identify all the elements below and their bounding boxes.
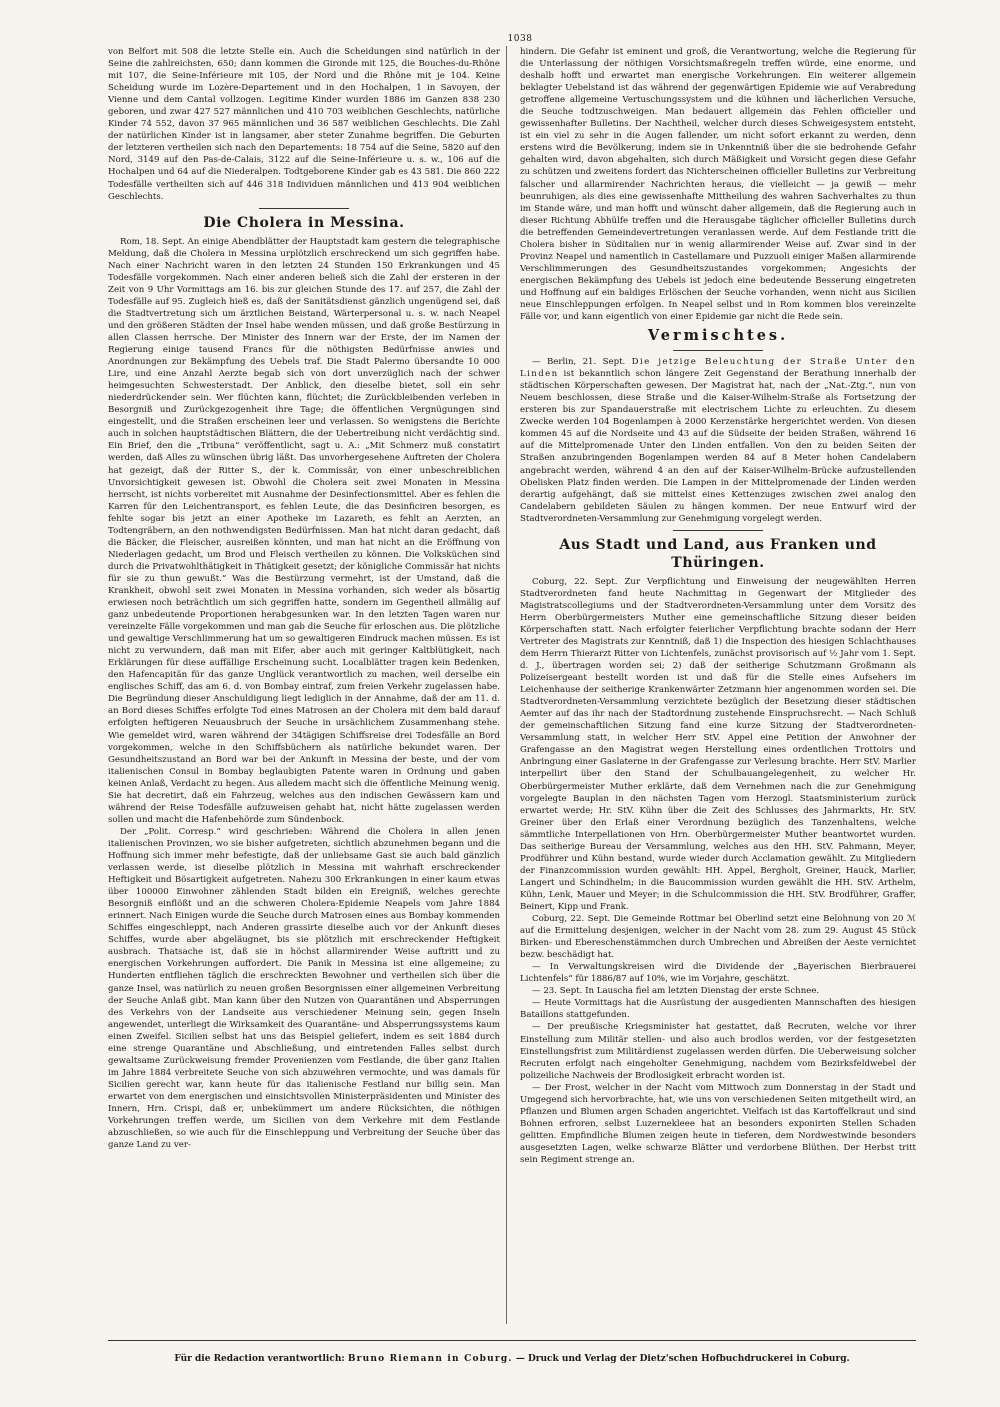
berlin-body: ist bekanntlich schon längere Zeit Gegenstand der Berathung innerhalb der städtischen Körperschaften gewesen. Der Magistrat hat, nach der „Nat.-Ztg.“, nun von Neuem beschlossen, diese Straße und die Kaiser-Wilhelm-Straße als Fortsetzung der ersteren bis zur Spandauerstraße mit electrischem Lichte zu erleuchten. Zu diesem Zwecke werden 104 Bogenlampen à 2000 Kerzenstärke hergerichtet werden. Von diesen kommen 45 auf die Nordseite und 43 auf die Südseite der beiden Straßen, während 16 auf die Mittelpromenade Unter den Linden entfallen. Von den zu beiden Seiten der Straßen anzubringenden Bogenlampen werden 84 auf 8 Meter hohen Candelabern angebracht werden, während 4 an den auf der Kaiser-Wilhelm-Brücke aufzustellenden Obelisken Platz finden werden. Die Lampen in der Mittelpromenade der Linden werden derartig aufgehängt, daß sie mittelst eines Kettenzuges zwischen zwei analog den Candelabern gebildeten Säulen zu hängen kommen. Der neue Entwurf wird der Stadtverordneten-Versammlung zur Genehmigung vorgelegt werden. <box>520 369 916 524</box>
article-columns <box>108 46 916 1324</box>
page-number: 1038 <box>507 34 533 44</box>
imprint-printer: Druck und Verlag der Dietz'schen Hofbuchdruckerei in Coburg. <box>527 1354 850 1364</box>
imprint-editor: Bruno Riemann in Coburg. <box>347 1354 513 1364</box>
cholera-continuation: hindern. Die Gefahr ist eminent und groß, die Verantwortung, welche die Regierung für die Unterlassung der nöthigen Vorsichtsmaßregeln treffen würde, eine enorme, und deshalb hofft und erwartet man energische Vorkehrungen. Ein weiterer allgemein beklagter Uebelstand ist das während der gegenwärtigen Epidemie wie auf Verabredung getroffene allgemeine Vertuschungssystem und die kühnen und lächerlichen Versuche, die Seuche todtzuschweigen. Man bedauert allgemein das Fehlen officieller und gewissenhafter Bulletins. Der Nachtheil, welcher durch dieses Schweigesystem entsteht, ist ein viel zu sehr in die Augen fallender, um nicht sofort erkannt zu werden, denn erstens wird die Bevölkerung, indem sie in Unkenntniß über die sie bedrohende Gefahr gehalten wird, davon abgehalten, sich durch Mäßigkeit und Vorsicht gegen diese Gefahr zu schützen und zweitens fordert das Nichterscheinen officieller Bulletins zur Verbreitung falscher und allarmirender Nachrichten heraus, die vielleicht — ja gewiß — mehr beunruhigen, als dies eine gewissenhafte Mittheilung des wahren Sachverhaltes zu thun im Stande wäre, und man hofft und wünscht daher allgemein, daß die Regierung auch in dieser Richtung Abhülfe treffen und die Herausgabe täglicher officieller Bulletins durch die betreffenden Gemeindevertretungen veranlassen werde. Auf dem Festlande tritt die Cholera bisher in Süditalien nur in wenig allarmirender Weise auf. Zwar sind in der Provinz Neapel und namentlich in Castellamare und Puzzuoli einiger Maßen allarmirende Verschlimmerungen des Gesundheitszustandes vorgekommen; Angesichts der energischen Bekämpfung des Uebels ist jedoch eine bedeutende Besserung eingetreten und Hoffnung auf ein baldiges Erlöschen der Seuche vorhanden, wenn nicht aus Sicilien neue Einschleppungen erfolgen. In Neapel selbst und in Rom kommen blos vereinzelte Fälle vor, und kann eigentlich von einer Epidemie gar nicht die Rede sein. <box>520 47 916 323</box>
cholera-report-rome: Rom, 18. Sept. An einige Abendblätter der Hauptstadt kam gestern die telegraphische Meldung, daß die Cholera in Messina urplötzlich erschreckend um sich gegriffen habe. Nach einer Nachricht waren in den letzten 24 Stunden 150 Erkrankungen und 45 Todesfälle vorgekommen. Nach einer anderen beließ sich die Zahl der ersteren in der Zeit von 9 Uhr Vormittags am 16. bis zur gleichen Stunde des 17. auf 257, die Zahl der Todesfälle auf 95. Zugleich hieß es, daß der Sanitätsdienst gänzlich ungenügend sei, daß die Stadtvertretung sich um ärztlichen Beistand, Wärterpersonal u. s. w. nach Neapel und den größeren Städten der Insel habe wenden müssen, und daß große Bestürzung in allen Classen herrsche. Der Minister des Innern war der Erste, der im Namen der Regierung einige tausend Francs für die nöthigsten Bedürfnisse anwies und Anordnungen zur Bekämpfung des Uebels traf. Die Stadt Palermo übersandte 10 000 Lire, und eine Anzahl Aerzte begab sich von dort unverzüglich nach der schwer heimgesuchten Schwesterstadt. Der Anblick, den dieselbe bietet, soll ein sehr niederdrückender sein. Wer flüchten kann, flüchtet; die Zurückbleibenden verleben in Besorgniß und Zurückgezogenheit ihre Tage; die öffentlichen Vergnügungen sind eingestellt, und die Straßen erscheinen leer und verlassen. So wenigstens die Berichte auch in solchen hauptstädtischen Blättern, die der Uebertreibung nicht verdächtig sind. Ein Brief, den die „Tribuna“ veröffentlicht, sagt u. A.: „Mit Schmerz muß constatirt werden, daß Alles zu wünschen übrig läßt. Das unvorhergesehene Auftreten der Cholera hat gezeigt, daß der Ritter S., der k. Commissär, von einer unbeschreiblichen Unvorsichtigkeit gewesen ist. Obwohl die Cholera seit zwei Monaten in Messina herrscht, ist nichts vorbereitet mit Ausnahme der Desinfectionsmittel. Aber es fehlen die Karren für den Leichentransport, es fehlen Leute, die das Desinficiren besorgen, es fehlte sogar bis jetzt an einer Apotheke im Lazareth, es fehlt an Aerzten, an Todtengräbern, an den nothwendigsten Bedürfnissen. Man hat nicht daran gedacht, daß die Bäcker, die Fleischer, ausreißen könnten, und man hat nicht an die Eröffnung von Niederlagen gedacht, um Brod und Fleisch vertheilen zu können. Die Volksküchen sind durch die Privatwohlthätigkeit in Thätigkeit gesetzt; der königliche Commissär hat nichts für sie zu thun gewußt.“ Was die Bestürzung vermehrt, ist der Umstand, daß die Krankheit, obwohl seit zwei Monaten in Messina vorhanden, sich weder als bösartig erwiesen noch beträchtlich um sich gegriffen hatte, sondern im Gegentheil allmälig auf ganz unbedeutende Proportionen herabgesunken war. In den letzten Tagen waren nur vereinzelte Fälle vorgekommen und man gab die Seuche für erloschen aus. Die plötzliche und gewaltige Verschlimmerung hat um so gewaltigeren Eindruck machen müssen. Es ist nicht zu verwundern, daß man mit Eifer, aber auch mit geringer Kaltblütigkeit, nach Erklärungen für diese auffällige Erscheinung sucht. Localblätter tragen kein Bedenken, den Hafencapitän für das ganze Unglück verantwortlich zu machen, weil derselbe ein englisches Schiff, das am 6. d. von Bombay eintraf, zum freien Verkehr zugelassen habe. Die Begründung dieser Anschuldigung liegt lediglich in der Annahme, daß der am 11. d. an Bord dieses Schiffes erfolgte Tod eines Matrosen an der Cholera mit dem bald darauf erfolgten heftigeren Neuausbruch der Seuche in ursächlichem Zusammenhang stehe. Wie gemeldet wird, waren während der 34tägigen Schiffsreise drei Todesfälle an Bord vorgekommen, welche in den Schiffsbüchern als natürliche bekundet waren. Der Gesundheitszustand an Bord war bei der Ankunft in Messina der beste, und der vom italienischen Consul in Bombay beglaubigten Patente waren in Ordnung und gaben keinen Anlaß, Verdacht zu hegen. Aus alledem macht sich die öffentliche Meinung wenig. Sie hat decretirt, daß ein Fahrzeug, welches aus den indischen Gewässern kam und während der Reise Todesfälle aufzuweisen gehabt hat, nicht hätte zugelassen werden sollen und macht die Hafenbehörde zum Sündenbock. <box>108 236 500 825</box>
right-column <box>520 46 916 1324</box>
imprint-footer <box>108 1353 916 1365</box>
imprint-separator: — <box>515 1354 525 1364</box>
section-divider <box>259 208 349 209</box>
section-divider <box>673 530 763 531</box>
imprint-prefix: Für die Redaction verantwortlich: <box>174 1354 345 1364</box>
recruits-notice: — Der preußische Kriegsminister hat gestattet, daß Recruten, welche vor ihrer Einstellung zum Militär stellen- und also auch brodlos werden, vor der festgesetzten Einstellungsfrist zum Militärdienst zugelassen werden dürfen. Die Ueberweisung solcher Recruten erfolgt nach eingeholter Genehmigung, nachdem vom Bezirksfeldwebel der polizeiliche Nachweis der Brodlosigkeit erbracht worden ist. <box>520 1022 916 1081</box>
footer-divider <box>108 1340 916 1341</box>
brewery-dividend-notice: — In Verwaltungskreisen wird die Dividende der „Bayerischen Bierbrauerei Lichtenfels“ für 1886/87 auf 10%, wie im Vorjahre, geschätzt. <box>520 962 916 985</box>
coburg-rottmar-notice: Coburg, 22. Sept. Die Gemeinde Rottmar bei Oberlind setzt eine Belohnung von 20 ℳ auf die Ermittelung desjenigen, welcher in der Nacht vom 28. zum 29. August 45 Stück Birken- und Ebereschenstämmchen durch Umbrechen und Abreißen der Aeste vernichtet bezw. beschädigt hat. <box>520 914 916 961</box>
cholera-report-polit-corresp: Der „Polit. Corresp.“ wird geschrieben: Während die Cholera in allen jenen italienischen Provinzen, wo sie bisher aufgetreten, sichtlich abzunehmen begann und die Hoffnung sich immer mehr befestigte, daß der unliebsame Gast sie auch bald gänzlich verlassen werde, ist dieselbe plötzlich in Messina mit wahrhaft erschreckender Heftigkeit und Bösartigkeit aufgetreten. Nahezu 300 Erkrankungen in einer kaum etwas über 100000 Einwohner zählenden Stadt bilden ein Ereigniß, welches gerechte Besorgniß einflößt und an die schweren Cholera-Epidemie Neapels vom Jahre 1884 erinnert. Nach Einigen wurde die Seuche durch Matrosen eines aus Bombay kommenden Schiffes eingeschleppt, nach Anderen grassirte dieselbe auch vor der Ankunft dieses Schiffes, wurde aber abgeläugnet, bis sie plötzlich mit erschreckender Heftigkeit ausbrach. Thatsache ist, daß sie in höchst allarmirender Weise auftritt und zu energischen Vorkehrungen auffordert. Die Panik in Messina ist eine allgemeine; zu Hunderten entfliehen täglich die erschreckten Bewohner und vertheilen sich über die ganze Insel, was natürlich zu neuen großen Besorgnissen einer allgemeinen Verbreitung der Seuche Anlaß gibt. Man kann über den Nutzen von Quarantänen und Absperrungen des Verkehrs von der Landseite aus verschiedener Meinung sein, gegen Inseln angewendet, unterliegt die Wirksamkeit des Quarantäne- und Absperrungssystems kaum einen Zweifel. Sicilien selbst hat uns das Beispiel geliefert, indem es seit 1884 durch eine strenge Quarantäne und Abschließung, und eintretenden Falles selbst durch gewaltsame Zurückweisung fremder Provenienzen vom Festlande, die über ganz Italien im Jahre 1884 verbreitete Seuche von sich abzuwehren vermochte, und was damals für Sicilien gerecht war, kann heute für das italienische Festland nur billig sein. Man erwartet von dem energischen und einsichtsvollen Ministerpräsidenten und Minister des Innern, Hrn. Crispi, daß er, unbekümmert um andere Rücksichten, die nöthigen Vorkehrungen treffen werde, um Sicilien von dem Verkehre mit dem Festlande abzuschließen, so wie auch für die Einschleppung und Verbreitung der Seuche über das ganze Land zu ver- <box>108 826 500 1151</box>
vermischtes-heading: Vermischtes. <box>647 327 789 345</box>
frost-notice: — Der Frost, welcher in der Nacht vom Mittwoch zum Donnerstag in der Stadt und Umgegend sich hervorbrachte, hat, wie uns von verschiedenen Seiten mitgetheilt wird, an Pflanzen und Blumen argen Schaden angerichtet. Vielfach ist das Kartoffelkraut und sind Bohnen erfroren, selbst Luzernekleee hat an besonders exponirten Stellen Schaden gelitten. Empfindliche Blumen zeigen heute in tieferen, dem Nordwestwinde besonders ausgesetzten Lagen, welke schwarze Blätter und verdorbene Blüthen. Der Herbst tritt sein Regiment strenge an. <box>520 1082 916 1165</box>
coburg-council-article: Coburg, 22. Sept. Zur Verpflichtung und Einweisung der neugewählten Herren Stadtverordneten fand heute Nachmittag in Gegenwart der Mitglieder des Magistratscollegiums und der Stadtverordneten-Versammlung unter dem Vorsitz des Herrn Oberbürgermeisters Muther eine gemeinschaftliche Sitzung dieser beiden Körperschaften statt. Nach erfolgter feierlicher Verpflichtung brachte sodann der Herr Vertreter des Magistrats zur Kenntniß, daß 1) die Inspection des hiesigen Schlachthauses dem Herrn Thierarzt Ritter von Lichtenfels, zunächst provisorisch auf ½ Jahr vom 1. Sept. d. J., übertragen worden sei; 2) daß der seitherige Schutzmann Großmann als Polizeisergeant bestellt worden ist und daß für die Stelle eines Aufsehers im Leichenhause der seitherige Krankenwärter Zetzmann hier angenommen worden sei. Die Stadtverordneten-Versammlung verzichtete bezüglich der Besetzung dieser städtischen Aemter auf das ihr nach der Stadtordnung zustehende Einspruchsrecht. — Nach Schluß der gemeinschaftlichen Sitzung fand eine kurze Sitzung der Stadtverordneten-Versammlung statt, in welcher Herr StV. Appel eine Petition der Anwohner der Grafengasse an den Magistrat wegen Herstellung eines ordentlichen Trottoirs und Anbringung einer Gaslaterne in der Grafengasse zur Verlesung brachte. Herr StV. Marlier interpellirt über den Stand der Schulbauangelegenheit, zu welcher Hr. Oberbürgermeister Muther erklärte, daß dem Vernehmen nach die zur Genehmigung vorgelegte Bauplan in den nächsten Tagen vom Herzogl. Staatsministerium zurück erwartet werde; Hr. StV. Kühn über die Zeit des Schlusses des Jahrmarkts, Hr. StV. Greiner über den Erlaß einer Verordnung bezüglich des Tanzenhaltens, welche sämmtliche Interpellationen von Hrn. Oberbürgermeister Muther beantwortet wurden. Das seitherige Bureau der Versammlung, welches aus den HH. StV. Pahmann, Meyer, Prodführer und Kühn bestand, wurde wieder durch Acclamation gewählt. Zu Mitgliedern der Finanzcommission wurden gewählt: HH. Appel, Bergholt, Greiner, Hauck, Marlier, Langert und Schindhelm; in die Baucommission wurden gewählt die HH. StV. Arthelm, Kühn, Lenk, Mauer und Meyer; in die Schulcommission die HH. StV. Brodführer, Graffer, Beinert, Kipp und Frank. <box>520 576 916 912</box>
left-column <box>108 46 507 1324</box>
battalion-notice: — Heute Vormittags hat die Ausrüstung der ausgedienten Mannschaften des hiesigen Bataillons stattgefunden. <box>520 998 916 1021</box>
lauscha-snow-notice: — 23. Sept. In Lauscha fiel am letzten Dienstag der erste Schnee. <box>532 986 820 997</box>
berlin-spaced-lead: Die jetzige Beleuchtung der Straße Unter den Linden <box>520 357 916 380</box>
berlin-lighting-article <box>520 356 916 525</box>
berlin-dateline: — Berlin, 21. Sept. <box>532 357 626 368</box>
section-divider <box>673 350 763 351</box>
stadt-land-heading: Aus Stadt und Land, aus Franken und Thüringen. <box>559 536 877 571</box>
france-statistics-paragraph: von Belfort mit 508 die letzte Stelle ein. Auch die Scheidungen sind natürlich in der Seine die zahlreichsten, 650; dann kommen die Gironde mit 125, die Bouches-du-Rhône mit 107, die Seine-Inférieure mit 105, der Nord und die Rhône mit je 104. Keine Scheidung wurde im Lozère-Departement und in den Hochalpen, 1 in Savoyen, der Vienne und dem Cantal vollzogen. Legitime Kinder wurden 1886 im Ganzen 838 230 geboren, und zwar 427 527 männlichen und 410 703 weiblichen Geschlechts, natürliche Kinder 74 552, davon 37 965 männlichen und 36 587 weiblichen Geschlechts. Die Zahl der natürlichen Kinder ist in langsamer, aber steter Zunahme begriffen. Die Geburten der letzteren vertheilen sich nach den Departements: 18 754 auf die Seine, 5820 auf den Nord, 3149 auf den Pas-de-Calais, 3122 auf die Seine-Inférieure u. s. w., 106 auf die Hochalpen und 64 auf die Niederalpen. Todtgeborene Kinder gab es 43 581. Die 860 222 Todesfälle vertheilten sich auf 446 318 Individuen männlichen und 413 904 weiblichen Geschlechts. <box>108 47 500 202</box>
cholera-messina-heading: Die Cholera in Messina. <box>203 214 405 231</box>
